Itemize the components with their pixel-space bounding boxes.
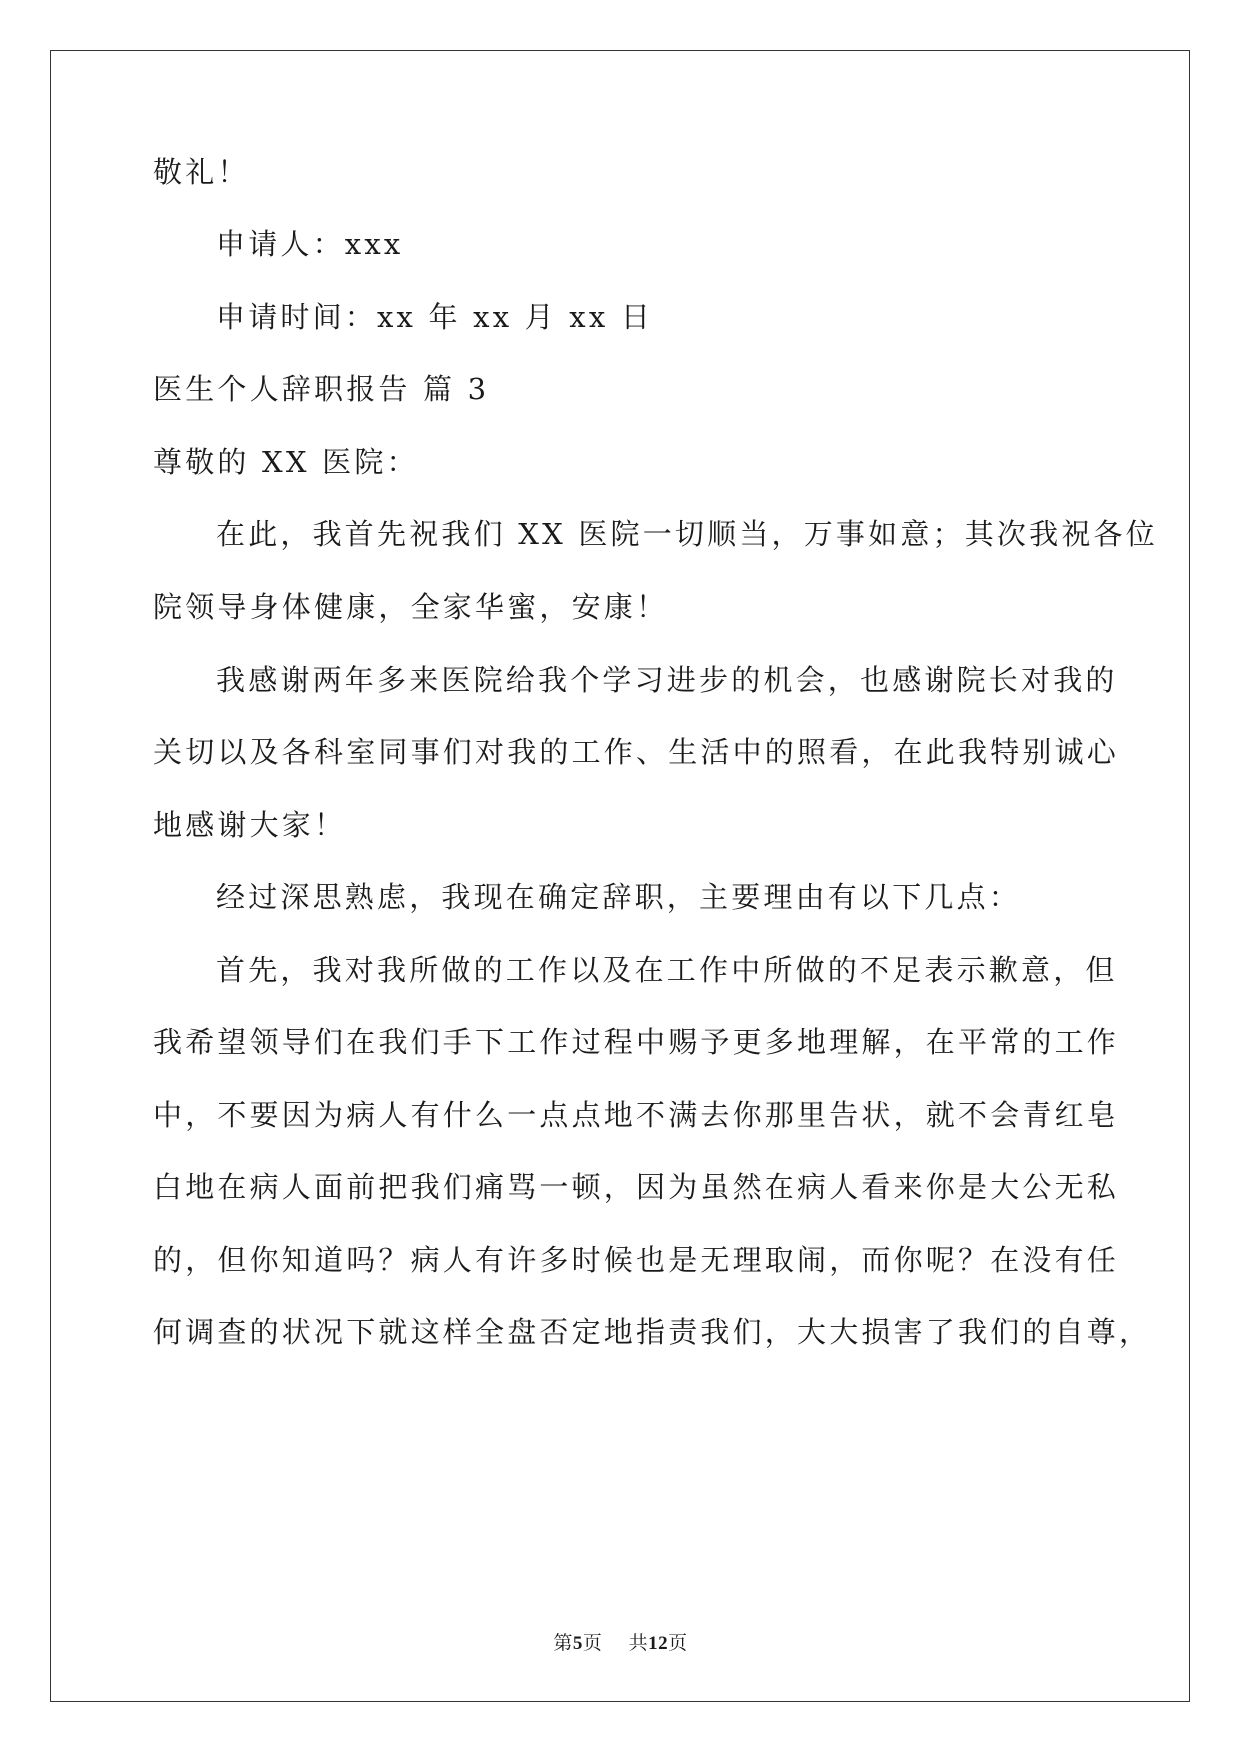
body-line: 院领导身体健康，全家华蜜，安康！: [153, 590, 669, 624]
footer-prefix: 第: [553, 1632, 573, 1654]
body-line: 关切以及各科室同事们对我的工作、生活中的照看，在此我特别诚心: [153, 735, 1120, 769]
body-line: 在此，我首先祝我们 XX 医院一切顺当，万事如意；其次我祝各位: [216, 517, 1158, 551]
body-line: 白地在病人面前把我们痛骂一顿，因为虽然在病人看来你是大公无私: [153, 1170, 1120, 1204]
body-line: 何调查的状况下就这样全盘否定地指责我们，大大损害了我们的自尊，: [153, 1315, 1152, 1349]
total-pages: 12: [648, 1633, 669, 1654]
body-line: 中，不要因为病人有什么一点点地不满去你那里告状，就不会青红皂: [153, 1098, 1120, 1132]
closing-salutation: 敬礼！: [153, 155, 250, 189]
footer-total-label: 页: [668, 1632, 688, 1654]
letter-greeting: 尊敬的 XX 医院：: [153, 445, 419, 479]
page-footer: [0, 1628, 1241, 1655]
footer-page-label: 页: [582, 1632, 603, 1654]
body-line: 首先，我对我所做的工作以及在工作中所做的不足表示歉意，但: [216, 953, 1118, 987]
body-line: 我感谢两年多来医院给我个学习进步的机会，也感谢院长对我的: [216, 663, 1118, 697]
application-date-line: 申请时间：xx 年 xx 月 xx 日: [216, 300, 654, 334]
body-line: 地感谢大家！: [153, 808, 347, 842]
body-line: 我希望领导们在我们手下工作过程中赐予更多地理解，在平常的工作: [153, 1025, 1120, 1059]
body-line: 经过深思熟虑，我现在确定辞职，主要理由有以下几点：: [216, 880, 1022, 914]
body-line: 的，但你知道吗？病人有许多时候也是无理取闹，而你呢？在没有任: [153, 1243, 1120, 1277]
footer-total-prefix: 共: [628, 1632, 649, 1654]
section-heading: 医生个人辞职报告 篇 3: [153, 372, 490, 406]
applicant-line: 申请人：xxx: [216, 227, 404, 261]
page-frame: [50, 50, 1190, 1702]
current-page-number: 5: [572, 1633, 583, 1654]
